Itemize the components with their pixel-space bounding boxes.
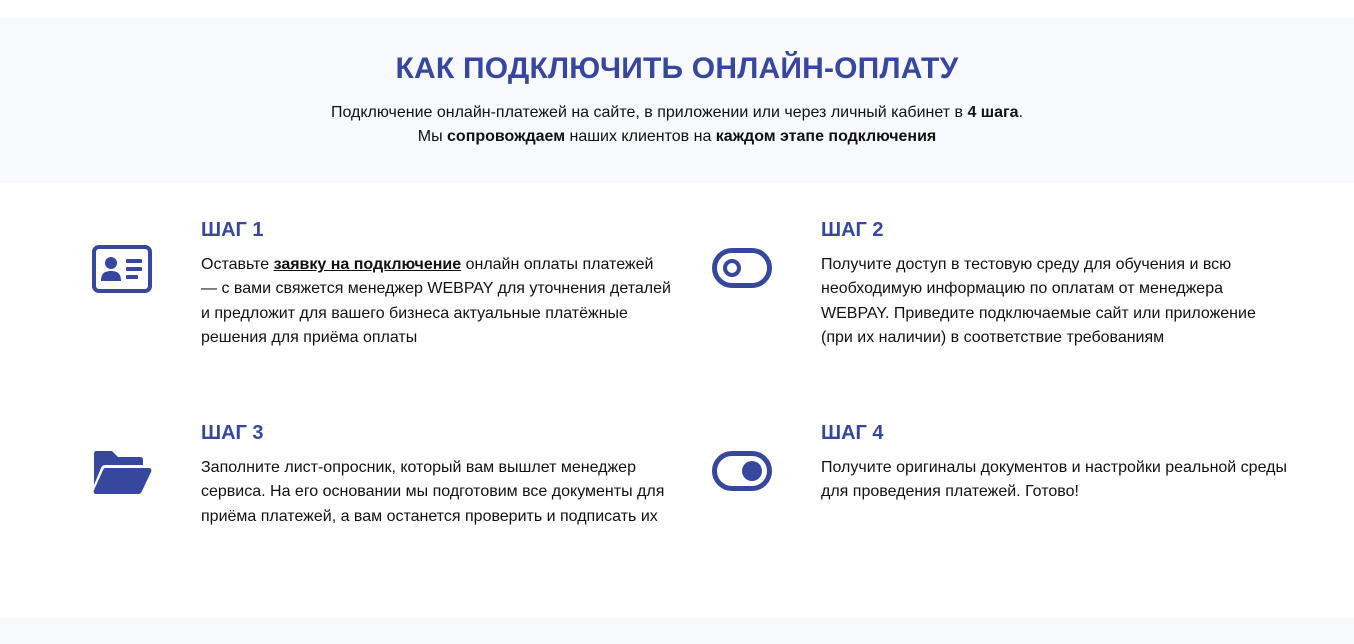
subtitle-bold-stage: каждом этапе подключения	[715, 128, 937, 145]
subtitle-text: Мы	[417, 128, 448, 145]
subtitle-text: Подключение онлайн-платежей на сайте, в приложении или через личный кабинет в	[330, 104, 968, 121]
step-description	[201, 253, 671, 350]
step-description: Получите доступ в тестовую среду для обучения и всю необходимую информацию по оплатам от менеджера WEBPAY. Приведите подключаемые сайт или приложение (при их наличии) в соответствие требованиям	[821, 256, 1256, 346]
toggle-off-icon	[712, 248, 772, 288]
step-description: Заполните лист-опросник, который вам вышлет менеджер сервиса. На его основании мы подготовим все документы для приёма платежей, а вам останется проверить и подписать их	[201, 459, 665, 525]
page-title: КАК ПОДКЛЮЧИТЬ ОНЛАЙН-ОПЛАТУ	[395, 52, 959, 85]
application-link[interactable]: заявку на подключение	[273, 256, 462, 273]
subtitle-text: наших клиентов на	[565, 128, 716, 145]
connect-header	[0, 18, 1354, 183]
step-title: ШАГ 4	[821, 422, 884, 444]
subtitle-bold-steps: 4 шага	[967, 104, 1019, 121]
step-description: Получите оригиналы документов и настройки реальной среды для проведения платежей. Готово!	[821, 459, 1287, 501]
top-strip	[0, 0, 1354, 18]
bottom-strip	[0, 618, 1354, 644]
step-title: ШАГ 2	[821, 219, 884, 241]
folder-open-icon	[92, 449, 152, 495]
steps-section	[0, 183, 1354, 618]
subtitle-line-2	[0, 125, 1354, 149]
step-title: ШАГ 1	[201, 219, 264, 241]
step-text-part: Оставьте	[201, 256, 274, 273]
subtitle-bold-support: сопровождаем	[447, 128, 566, 145]
subtitle-line-1	[0, 101, 1354, 125]
subtitle-period: .	[1018, 104, 1024, 121]
step-title: ШАГ 3	[201, 422, 264, 444]
page-subtitle	[0, 101, 1354, 149]
toggle-on-icon	[712, 451, 772, 491]
id-card-icon	[92, 245, 152, 293]
step-text-part: онлайн оплаты платежей — с вами свяжется менеджер WEBPAY для уточнения деталей и предложит для вашего бизнеса актуальные платёжные решения для приёма оплаты	[201, 256, 671, 346]
